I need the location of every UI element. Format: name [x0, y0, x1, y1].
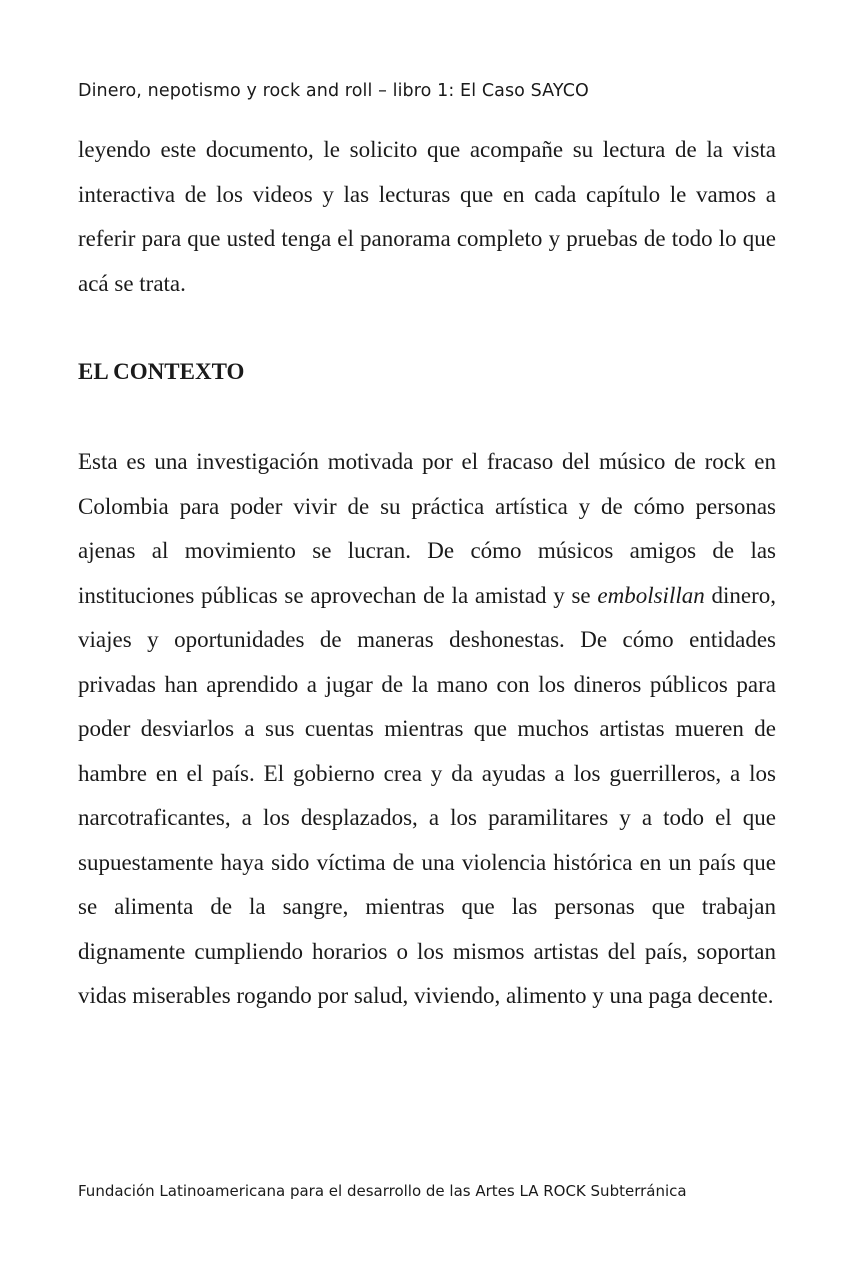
page-footer: Fundación Latinoamericana para el desarrollo de las Artes LA ROCK Subterránica	[78, 1182, 687, 1200]
section-heading: EL CONTEXTO	[78, 359, 245, 384]
intro-paragraph: leyendo este documento, le solicito que acompañe su lectura de la vista interactiva de los videos y las lecturas que en cada capítulo le vamos a referir para que usted tenga el panorama completo y pruebas de todo lo que acá se trata.	[78, 137, 776, 296]
context-paragraph	[78, 440, 776, 1019]
context-paragraph-part2: dinero, viajes y oportunidades de maneras deshonestas. De cómo entidades privadas han aprendido a jugar de la mano con los dineros públicos para poder desviarlos a sus cuentas mientras que muchos artistas mueren de hambre en el país. El gobierno crea y da ayudas a los guerrilleros, a los narcotraficantes, a los desplazados, a los paramilitares y a todo el que supuestamente haya sido víctima de una violencia histórica en un país que se alimenta de la sangre, mientras que las personas que trabajan dignamente cumpliendo horarios o los mismos artistas del país, soportan vidas miserables rogando por salud, viviendo, alimento y una paga decente.	[78, 582, 777, 1008]
page-header: Dinero, nepotismo y rock and roll – libro 1: El Caso SAYCO	[78, 81, 589, 101]
emphasized-word: embolsillan	[597, 582, 705, 608]
context-paragraph-part1: Esta es una investigación motivada por el fracaso del músico de rock en Colombia para poder vivir de su práctica artística y de cómo personas ajenas al movimiento se lucran. De cómo músicos amigos de las instituciones públicas se aprovechan de la amistad y se	[78, 449, 776, 608]
